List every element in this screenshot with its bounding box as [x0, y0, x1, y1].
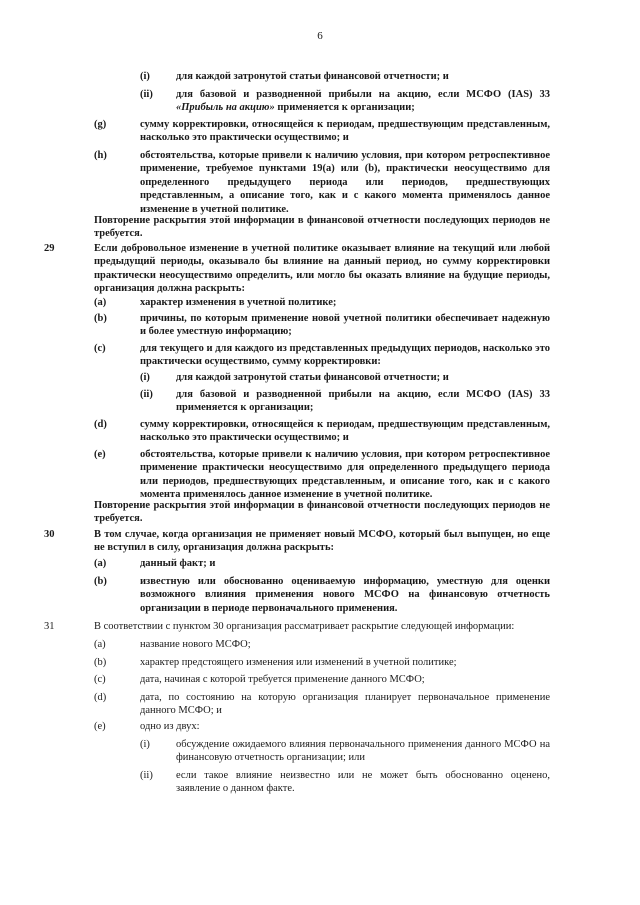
subitem-text-ii: если такое влияние неизвестно или не может быть обоснованно оценено, заявление о данном факте.: [176, 770, 550, 795]
item-label-e: (e): [94, 449, 106, 460]
item-text-b: характер предстоящего изменения или изменений в учетной политике;: [140, 657, 457, 668]
item-text-d: дата, по состоянию на которую организация планирует первоначальное применение данного МСФО; и: [140, 692, 550, 717]
item-text-h: обстоятельства, которые привели к наличию условия, при котором ретроспективное применение, требуемое пунктами 19(a) или (b), практически неосуществимо для определенного предыдущего периода или периодов, предшествующих представленным, а описание того, как и с какого момента применялось данное изменение в учетной политике.: [140, 150, 550, 215]
item-text-i: для каждой затронутой статьи финансовой отчетности; и: [176, 71, 449, 82]
subitem-text-ii: для базовой и разводненной прибыли на акцию, если МСФО (IAS) 33 применяется к организации;: [176, 389, 550, 414]
subitem-label-i: (i): [140, 372, 150, 383]
item-label-d: (d): [94, 692, 107, 703]
item-label-i: (i): [140, 71, 150, 82]
item-label-c: (c): [94, 343, 106, 354]
item-label-b: (b): [94, 313, 107, 324]
item-label-g: (g): [94, 119, 107, 130]
item-text-a: название нового МСФО;: [140, 639, 251, 650]
item-text-c: для текущего и для каждого из представленных предыдущих периодов, насколько это практически осуществимо, сумму корректировки:: [140, 343, 550, 368]
subitem-label-ii: (ii): [140, 770, 153, 781]
item-text-e: одно из двух:: [140, 721, 200, 732]
item-text-a: характер изменения в учетной политике;: [140, 297, 337, 308]
subitem-text-i: для каждой затронутой статьи финансовой отчетности; и: [176, 372, 449, 383]
item-text-b: известную или обоснованно оцениваемую информацию, уместную для оценки возможного влияния применения нового МСФО на финансовую отчетность организации в периоде первоначального применения.: [140, 576, 550, 614]
item-text-a: данный факт; и: [140, 558, 216, 569]
subitem-label-i: (i): [140, 739, 150, 750]
item-label-a: (a): [94, 639, 106, 650]
paragraph-number-30: 30: [44, 529, 55, 540]
item-text-c: дата, начиная с которой требуется применение данного МСФО;: [140, 674, 425, 685]
paragraph-30-intro: В том случае, когда организация не применяет новый МСФО, который был выпущен, но еще не вступил в силу, организация должна раскрыть:: [94, 529, 550, 554]
item-text-e: обстоятельства, которые привели к наличию условия, при котором ретроспективное применение практически неосуществимо для определенного предыдущего периода или периодов, предшествующих представленным, и описание того, как и с какого момента применялось данное изменение в учетной политике.: [140, 449, 550, 501]
closing-note-29: Повторение раскрытия этой информации в финансовой отчетности последующих периодов не требуется.: [94, 500, 550, 525]
paragraph-31-intro: В соответствии с пунктом 30 организация рассматривает раскрытие следующей информации:: [94, 621, 515, 632]
paragraph-29-intro: Если добровольное изменение в учетной политике оказывает влияние на текущий или любой предыдущий периоды, оказывало бы влияние на данный период, но сумму корректировки практически неосуществимо определить, или могло бы оказать влияние на будущие периоды, организация должна раскрыть:: [94, 243, 550, 295]
paragraph-number-31: 31: [44, 621, 55, 632]
item-text-b: причины, по которым применение новой учетной политики обеспечивает надежную и более уместную информацию;: [140, 313, 550, 338]
item-label-d: (d): [94, 419, 107, 430]
item-label-b: (b): [94, 657, 107, 668]
item-label-e: (e): [94, 721, 106, 732]
subitem-label-ii: (ii): [140, 389, 153, 400]
closing-note-top: Повторение раскрытия этой информации в финансовой отчетности последующих периодов не требуется.: [94, 215, 550, 240]
page-number: 6: [317, 30, 323, 42]
paragraph-number-29: 29: [44, 243, 55, 254]
item-text-d: сумму корректировки, относящейся к периодам, предшествующим представленным, насколько это практически осуществимо; и: [140, 419, 550, 444]
item-text-g: сумму корректировки, относящейся к периодам, предшествующим представленным, насколько это практически осуществимо; и: [140, 119, 550, 144]
item-text-ii: для базовой и разводненной прибыли на акцию, если МСФО (IAS) 33 «Прибыль на акцию» применяется к организации;: [176, 89, 550, 114]
item-label-b: (b): [94, 576, 107, 587]
item-label-ii: (ii): [140, 89, 153, 100]
item-label-h: (h): [94, 150, 107, 161]
item-label-c: (c): [94, 674, 106, 685]
item-label-a: (a): [94, 558, 107, 569]
subitem-text-i: обсуждение ожидаемого влияния первоначального применения данного МСФО на финансовую отчетность организации; или: [176, 739, 550, 764]
item-label-a: (a): [94, 297, 107, 308]
